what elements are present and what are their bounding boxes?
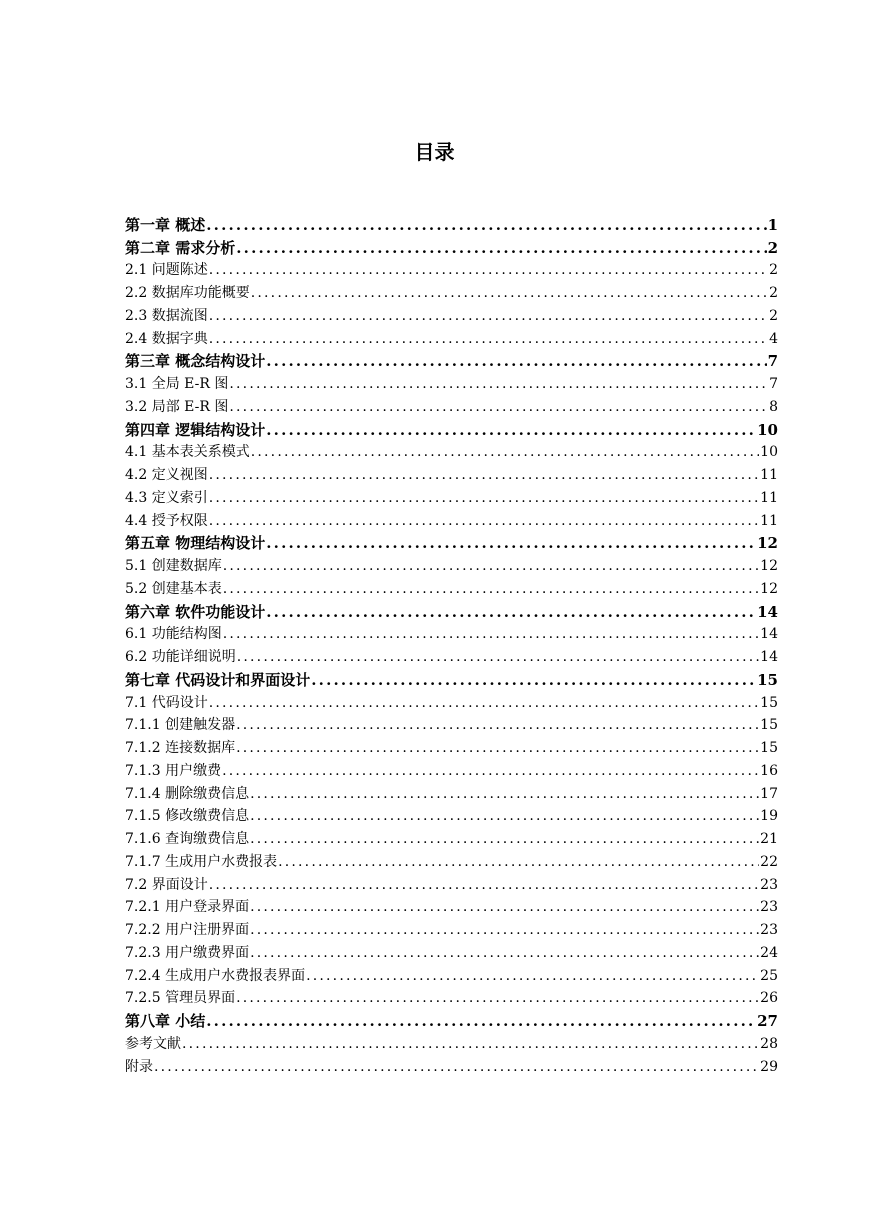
toc-section-entry[interactable]: [125, 782, 778, 805]
toc-entry-label: 4.2 定义视图: [125, 467, 208, 483]
toc-dot-leader: [236, 714, 759, 736]
toc-entry-label: 7.2.3 用户缴费界面: [125, 944, 250, 961]
toc-entry-label: 7.1.4 删除缴费信息: [125, 785, 250, 802]
toc-entry-label: 第七章 代码设计和界面设计: [125, 670, 311, 689]
toc-section-entry[interactable]: [125, 327, 778, 350]
toc-entry-label: 7.1.3 用户缴费: [125, 762, 222, 779]
toc-dot-leader: [250, 828, 759, 850]
toc-entry-label: 6.1 功能结构图: [125, 626, 222, 643]
toc-dot-leader: [251, 441, 759, 463]
toc-entry-page: 11: [760, 489, 778, 506]
toc-dot-leader: [306, 965, 759, 987]
toc-dot-leader: [251, 282, 768, 304]
toc-entry-label: 第二章 需求分析: [125, 238, 236, 257]
toc-entry-label: 第八章 小结: [125, 1012, 206, 1030]
toc-entry-label: 7.2.5 管理员界面: [125, 990, 236, 1007]
toc-title: 目录: [414, 140, 455, 164]
toc-entry-page: 23: [760, 922, 778, 938]
toc-section-entry[interactable]: [125, 827, 778, 850]
toc-entry-page: 1: [767, 215, 778, 234]
toc-section-entry[interactable]: [125, 714, 778, 737]
toc-entry-page: 7: [767, 352, 778, 371]
toc-dot-leader: [250, 942, 759, 964]
toc-dot-leader: [209, 464, 759, 486]
toc-section-entry[interactable]: [125, 554, 778, 577]
toc-entry-page: 23: [760, 899, 778, 916]
toc-dot-leader: [209, 692, 759, 714]
toc-entry-label: 7.1.7 生成用户水费报表: [125, 853, 278, 870]
toc-dot-leader: [209, 487, 759, 509]
toc-entry-page: 14: [760, 626, 778, 643]
toc-chapter-entry[interactable]: [125, 213, 778, 236]
toc-section-entry[interactable]: [125, 372, 778, 395]
toc-dot-leader: [209, 510, 759, 532]
toc-entry-label: 7.2.4 生成用户水费报表界面: [125, 967, 306, 984]
toc-entry-page: 26: [760, 990, 778, 1007]
toc-entry-page: 7: [769, 376, 778, 392]
toc-section-entry[interactable]: [125, 805, 778, 828]
toc-dot-leader: [209, 305, 768, 327]
toc-entry-page: 10: [757, 420, 778, 439]
toc-section-entry[interactable]: [125, 395, 778, 418]
toc-dot-leader: [266, 532, 756, 554]
toc-entry-page: 14: [757, 602, 778, 621]
toc-section-entry[interactable]: [125, 873, 778, 896]
toc-section-entry[interactable]: [125, 463, 778, 486]
toc-section-entry[interactable]: [125, 987, 778, 1010]
toc-entry-page: 15: [757, 670, 778, 689]
toc-entry-page: 15: [760, 694, 778, 711]
toc-chapter-entry[interactable]: [125, 350, 778, 373]
toc-section-entry[interactable]: [125, 918, 778, 941]
toc-section-entry[interactable]: [125, 691, 778, 714]
toc-entry-label: 4.4 授予权限: [125, 512, 208, 529]
toc-entry-label: 5.1 创建数据库: [125, 558, 222, 574]
toc-entry-page: 15: [760, 740, 778, 756]
toc-entry-label: 7.2.2 用户注册界面: [125, 922, 250, 938]
toc-entry-page: 2: [769, 307, 778, 324]
toc-entry-label: 4.3 定义索引: [125, 489, 208, 506]
toc-entry-page: 11: [760, 512, 778, 529]
toc-chapter-entry[interactable]: [125, 600, 778, 623]
toc-entry-page: 14: [760, 649, 778, 665]
toc-dot-leader: [222, 760, 759, 782]
toc-section-entry[interactable]: [125, 759, 778, 782]
toc-dot-leader: [209, 328, 768, 350]
toc-entry-label: 7.1 代码设计: [125, 694, 208, 711]
toc-section-entry[interactable]: [125, 623, 778, 646]
toc-dot-leader: [206, 1010, 756, 1032]
toc-dot-leader: [266, 601, 756, 623]
toc-chapter-entry[interactable]: [125, 418, 778, 441]
toc-entry-page: 27: [757, 1012, 778, 1030]
toc-entry-page: 8: [769, 398, 778, 415]
toc-dot-leader: [236, 737, 759, 759]
toc-section-entry[interactable]: [125, 736, 778, 759]
toc-entry-label: 7.1.1 创建触发器: [125, 717, 236, 734]
toc-entry-label: 参考文献: [125, 1035, 181, 1052]
toc-dot-leader: [154, 1056, 759, 1078]
toc-dot-leader: [236, 237, 766, 259]
toc-entry-label: 2.1 问题陈述: [125, 262, 208, 279]
toc-dot-leader: [223, 555, 759, 577]
toc-entry-label: 2.3 数据流图: [125, 307, 208, 324]
toc-entry-label: 3.1 全局 E-R 图: [125, 376, 229, 392]
toc-dot-leader: [229, 396, 768, 418]
toc-entry-page: 25: [760, 967, 778, 984]
toc-entry-label: 第四章 逻辑结构设计: [125, 420, 266, 439]
toc-entry-label: 附录: [125, 1058, 153, 1075]
toc-entry-label: 第五章 物理结构设计: [125, 534, 266, 553]
toc-dot-leader: [266, 419, 756, 441]
toc-entry-label: 5.2 创建基本表: [125, 580, 222, 597]
toc-section-entry[interactable]: [125, 486, 778, 509]
toc-dot-leader: [209, 259, 768, 281]
toc-entry-label: 第六章 软件功能设计: [125, 602, 266, 621]
toc-entry-label: 第一章 概述: [125, 215, 206, 234]
toc-dot-leader: [223, 623, 759, 645]
toc-section-entry[interactable]: [125, 577, 778, 600]
toc-entry-page: 16: [760, 762, 778, 779]
toc-entry-label: 6.2 功能详细说明: [125, 649, 236, 665]
toc-section-entry[interactable]: [125, 509, 778, 532]
toc-entry-label: 2.2 数据库功能概要: [125, 285, 250, 301]
toc-section-entry[interactable]: [125, 850, 778, 873]
toc-dot-leader: [236, 987, 759, 1009]
toc-entry-label: 7.1.6 查询缴费信息: [125, 831, 250, 847]
toc-dot-leader: [250, 805, 759, 827]
toc-entry-label: 2.4 数据字典: [125, 330, 208, 347]
toc-dot-leader: [223, 578, 759, 600]
toc-entry-page: 29: [760, 1058, 778, 1075]
toc-entry-page: 17: [760, 785, 778, 802]
toc-entry-page: 2: [767, 238, 778, 257]
toc-dot-leader: [250, 783, 759, 805]
toc-dot-leader: [206, 214, 766, 236]
toc-chapter-entry[interactable]: [125, 668, 778, 691]
toc-chapter-entry[interactable]: [125, 532, 778, 555]
toc-entry-page: 10: [760, 444, 778, 461]
toc-entry-page: 19: [760, 808, 778, 825]
toc-entry-label: 7.2 界面设计: [125, 876, 208, 893]
toc-section-entry[interactable]: [125, 1055, 778, 1078]
toc-entry-page: 23: [760, 876, 778, 893]
toc-entry-label: 4.1 基本表关系模式: [125, 444, 250, 461]
toc-dot-leader: [266, 350, 766, 372]
toc-section-entry[interactable]: [125, 896, 778, 919]
toc-entry-label: 7.1.2 连接数据库: [125, 740, 236, 756]
toc-section-entry[interactable]: [125, 281, 778, 304]
toc-entry-label: 7.2.1 用户登录界面: [125, 899, 250, 916]
toc-entry-page: 2: [769, 262, 778, 279]
toc-dot-leader: [250, 896, 759, 918]
toc-entry-page: 4: [769, 330, 778, 347]
toc-entry-label: 第三章 概念结构设计: [125, 352, 266, 371]
toc-dot-leader: [182, 1033, 759, 1055]
toc-section-entry[interactable]: [125, 645, 778, 668]
toc-section-entry[interactable]: [125, 304, 778, 327]
toc-dot-leader: [237, 646, 759, 668]
toc-entry-page: 24: [760, 944, 778, 961]
toc-entry-page: 22: [760, 853, 778, 870]
toc-section-entry[interactable]: [125, 941, 778, 964]
toc-entry-label: 3.2 局部 E-R 图: [125, 398, 229, 415]
toc-entry-page: 2: [769, 285, 778, 301]
toc-chapter-entry[interactable]: [125, 1009, 778, 1032]
toc-entry-page: 15: [760, 717, 778, 734]
toc-entry-page: 21: [760, 831, 778, 847]
toc-section-entry[interactable]: [125, 964, 778, 987]
toc-entry-label: 7.1.5 修改缴费信息: [125, 808, 250, 825]
table-of-contents: [125, 213, 778, 1078]
toc-section-entry[interactable]: [125, 441, 778, 464]
toc-dot-leader: [209, 874, 759, 896]
toc-dot-leader: [278, 851, 759, 873]
toc-section-entry[interactable]: [125, 259, 778, 282]
toc-dot-leader: [311, 669, 756, 691]
toc-entry-page: 12: [760, 580, 778, 597]
toc-entry-page: 28: [760, 1035, 778, 1052]
toc-dot-leader: [250, 919, 759, 941]
toc-entry-page: 11: [760, 467, 778, 483]
toc-section-entry[interactable]: [125, 1032, 778, 1055]
toc-entry-page: 12: [760, 558, 778, 574]
toc-entry-page: 12: [757, 534, 778, 553]
toc-dot-leader: [229, 373, 768, 395]
toc-chapter-entry[interactable]: [125, 236, 778, 259]
